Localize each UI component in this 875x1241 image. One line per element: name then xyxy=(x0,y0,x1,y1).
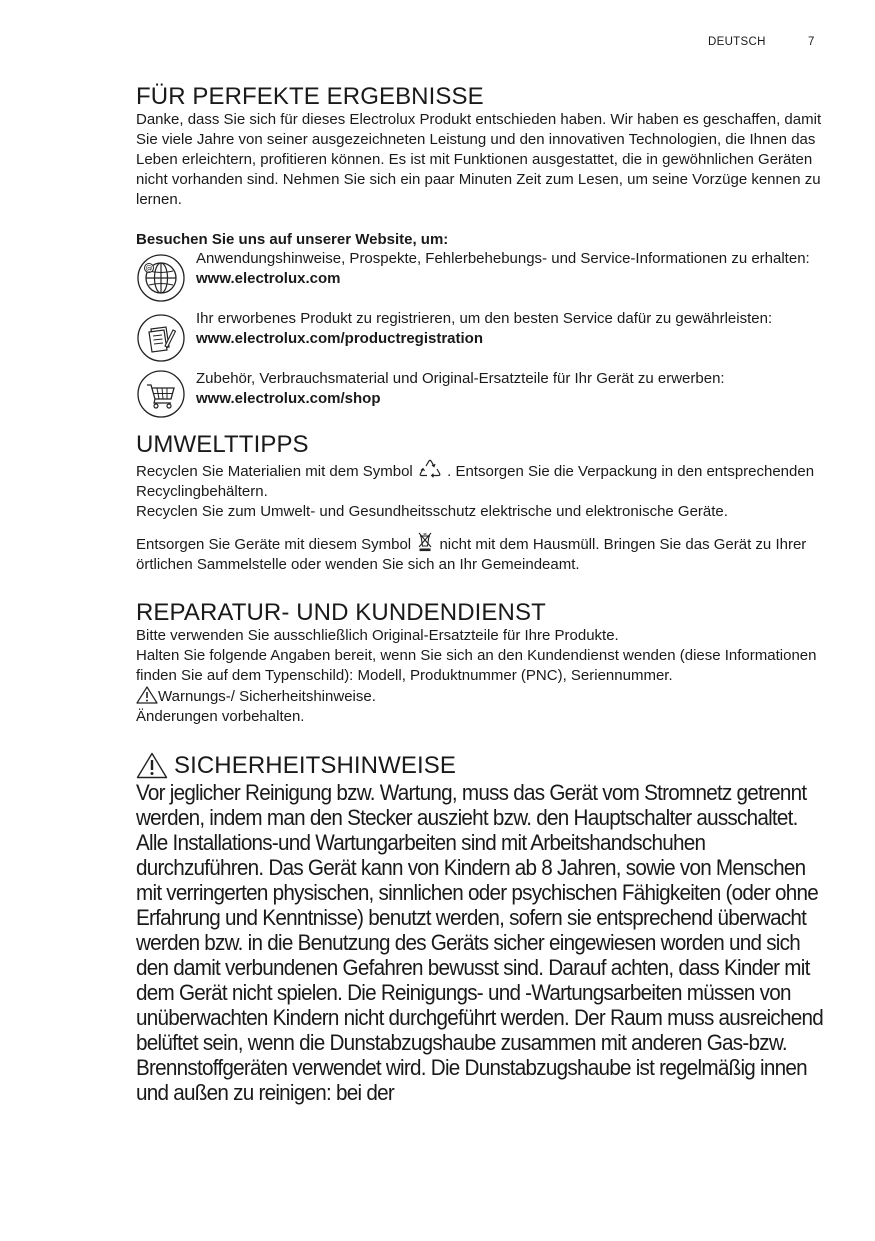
disposal-paragraph xyxy=(136,531,826,575)
language-label: DEUTSCH xyxy=(708,36,766,48)
list-item-registration xyxy=(136,309,826,349)
visit-heading: Besuchen Sie uns auf unserer Website, um: xyxy=(136,231,449,248)
registration-icon xyxy=(136,313,186,363)
section-title-perfect-results: FÜR PERFEKTE ERGEBNISSE xyxy=(136,83,484,110)
registration-link[interactable]: www.electrolux.com/productregistration xyxy=(196,330,483,347)
disposal-text: Entsorgen Sie Geräte mit diesem Symbol xyxy=(136,536,412,553)
section-title-safety xyxy=(136,752,826,779)
list-item-text: Zubehör, Verbrauchsmaterial und Original-Ersatzteile für Ihr Gerät zu erwerben: xyxy=(196,370,725,387)
list-item-text: Ihr erworbenes Produkt zu registrieren, um den besten Service dafür zu gewährleisten: xyxy=(196,310,773,327)
recycling-text-cont: . Entsorgen Sie die Verpackung in den entsprechenden Recyclingbehältern. xyxy=(136,463,815,500)
warnings-text: Warnungs-/ Sicherheitshinweise. xyxy=(158,688,376,705)
page-content xyxy=(136,83,826,1105)
section-title-repair: REPARATUR- UND KUNDENDIENST xyxy=(136,599,546,626)
page-header xyxy=(708,36,815,48)
list-item-text: Anwendungshinweise, Prospekte, Fehlerbehebungs- und Service-Informationen zu erhalten: xyxy=(196,250,810,267)
intro-paragraph: Danke, dass Sie sich für dieses Electrolux Produkt entschieden haben. Wir haben es geschaffen, damit Sie viele Jahre von seiner ausgezeichneten Leistung und den innovativen Technologien, die Ihnen das Leben erleichtern, profitieren können. Es ist mit Funktionen ausgestattet, die in gewöhnlichen Geräten nicht vorhanden sind. Nehmen Sie sich ein paar Minuten Zeit zum Lesen, um seine Vorzüge kennen zu lernen. xyxy=(136,111,822,208)
safety-paragraph: Vor jeglicher Reinigung bzw. Wartung, muss das Gerät vom Stromnetz getrennt werden, indem man den Stecker auszieht bzw. den Hauptschalter ausschaltet. Alle Installations-und Wartungarbeiten sind mit Arbeitshandschuhen durchzuführen. Das Gerät kann von Kindern ab 8 Jahren, sowie von Menschen mit verringerten physischen, sinnlichen oder psychischen Fähigkeiten (oder ohne Erfahrung und Kenntnisse) benutzt werden, sofern sie entsprechend überwacht werden bzw. in die Benutzung des Geräts sicher eingewiesen worden und sich den damit verbundenen Gefahren bewusst sind. Darauf achten, dass Kinder mit dem Gerät nicht spielen. Die Reinigungs- und -Wartungsarbeiten müssen von unüberwachten Kindern nicht durchgeführt werden. Der Raum muss ausreichend belüftet sein, wenn die Dunstabzugshaube zusammen mit anderen Gas-bzw. Brennstoffgeräten verwendet wird. Die Dunstabzugshaube ist regelmäßig innen und außen zu reinigen: bei der xyxy=(136,780,823,1105)
repair-line-warnings xyxy=(136,686,826,707)
repair-line-info: Halten Sie folgende Angaben bereit, wenn Sie sich an den Kundendienst wenden (diese Informationen finden Sie auf dem Typenschild): Modell, Produktnummer (PNC), Seriennummer. xyxy=(136,647,817,684)
recycling-paragraph xyxy=(136,458,826,502)
section-title-environment: UMWELTTIPPS xyxy=(136,431,309,458)
shop-link[interactable]: www.electrolux.com/shop xyxy=(196,390,381,407)
warning-icon xyxy=(136,752,168,779)
shopping-cart-icon xyxy=(136,369,186,419)
repair-line-parts: Bitte verwenden Sie ausschließlich Original-Ersatzteile für Ihre Produkte. xyxy=(136,627,619,644)
warning-icon xyxy=(136,686,158,704)
list-item-shop xyxy=(136,369,826,409)
website-link[interactable]: www.electrolux.com xyxy=(196,270,341,287)
recycling-text: Recyclen Sie Materialien mit dem Symbol xyxy=(136,463,413,480)
crossed-bin-icon xyxy=(415,531,435,553)
page-number: 7 xyxy=(808,36,815,48)
globe-icon xyxy=(136,253,186,303)
disposal-text-cont: nicht mit dem Hausmüll. Bringen Sie das Gerät zu Ihrer örtlichen Sammelstelle oder wenden Sie sich an Ihr Gemeindeamt. xyxy=(136,536,807,573)
electronics-recycling-paragraph: Recyclen Sie zum Umwelt- und Gesundheitsschutz elektrische und elektronische Geräte. xyxy=(136,503,728,520)
repair-line-changes: Änderungen vorbehalten. xyxy=(136,708,305,725)
svg-text:@: @ xyxy=(145,264,153,273)
recycling-icon xyxy=(417,458,443,480)
safety-title-text: SICHERHEITSHINWEISE xyxy=(174,752,456,779)
list-item-website xyxy=(136,249,826,289)
